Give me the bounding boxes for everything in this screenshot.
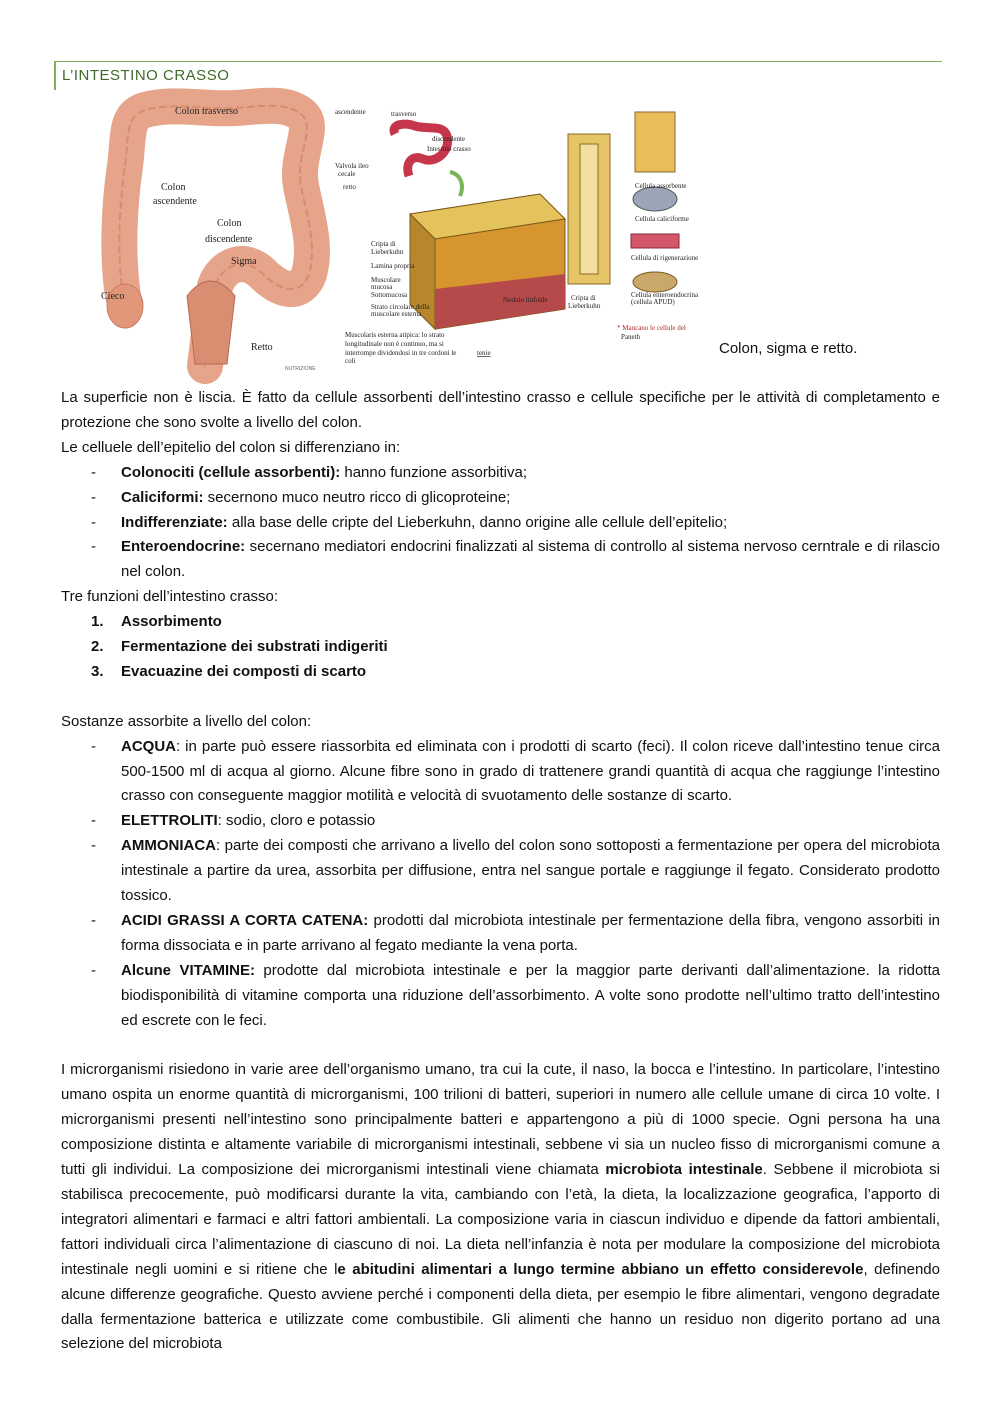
list-item: - AMMONIACA: parte dei composti che arrivano a livello del colon sono sottoposti a fermentazione per opera del microbiota intestinale a partire da urea, assorbita per diffusione, entra nel sangue portale e raggiunge il fegato. Considerato prodotto tossico. — [91, 837, 940, 905]
colon-histology-diagram — [335, 104, 710, 365]
list-item: - ACIDI GRASSI A CORTA CATENA: prodotti dal microbiota intestinale per fermentazione della fibra, vengono assorbiti in forma dissociata e in parte arrivano al fegato mediante la vena porta. — [91, 912, 940, 954]
svg-text:Nodulo linfoide: Nodulo linfoide — [503, 296, 548, 304]
svg-text:Valvola ileo: Valvola ileo — [335, 162, 369, 170]
intro-paragraph: La superficie non è liscia. È fatto da cellule assorbenti dell’intestino crasso e cellule specifiche per le attività di completamento e protezione che sono svolte a livello del colon. — [61, 389, 940, 431]
svg-text:Lamina propria: Lamina propria — [371, 262, 415, 270]
list-item: - Enteroendocrine: secernano mediatori endocrini finalizzati al sistema di controllo al sistema nervoso cerntrale e di rilascio nel colon. — [91, 538, 940, 581]
svg-text:muscolare esterna: muscolare esterna — [371, 310, 422, 318]
list-item: - Alcune VITAMINE: prodotte dal microbiota intestinale e per la maggior parte derivanti dall’alimentazione. la ridotta biodisponibilità di vitamine comporta una riduzione dell’assorbimento. A volte sono prodotte nell’ultimo tratto dell’intestino ed escrete con le feci. — [91, 961, 940, 1029]
list-item: 2. Fermentazione dei substrati indigeriti — [91, 638, 388, 656]
list-item: - Colonociti (cellule assorbenti): hanno funzione assorbitiva; — [91, 463, 527, 481]
svg-text:cecale: cecale — [338, 170, 356, 178]
svg-text:Colon: Colon — [161, 182, 186, 193]
list-item: - Caliciformi: secernono muco neutro ricco di glicoproteine; — [91, 488, 511, 506]
svg-text:Colon: Colon — [217, 218, 242, 229]
svg-text:Strato circolare della: Strato circolare della — [371, 303, 430, 311]
substances-intro: Sostanze assorbite a livello del colon: — [61, 712, 312, 730]
svg-text:Cellula enteroendocrina: Cellula enteroendocrina — [631, 291, 699, 299]
large-intestine-illustration — [95, 96, 325, 371]
svg-text:coli: coli — [345, 357, 356, 365]
figure-caption: Colon, sigma e retto. — [719, 340, 858, 357]
list-item: - Indifferenziate: alla base delle cripte del Lieberkuhn, danno origine alle cellule dell’epitelio; — [91, 513, 728, 531]
svg-text:discendente: discendente — [205, 234, 253, 245]
list-item: 3. Evacuazine dei composti di scarto — [91, 662, 367, 680]
svg-text:Muscolaris esterna atipica: lo: Muscolaris esterna atipica: lo strato — [345, 331, 445, 339]
list-item: - ELETTROLITI: sodio, cloro e potassio — [91, 812, 376, 830]
svg-text:Retto: Retto — [251, 342, 273, 353]
svg-text:Colon trasverso: Colon trasverso — [175, 106, 239, 117]
svg-text:Cripta di: Cripta di — [571, 294, 596, 302]
svg-text:Sigma: Sigma — [231, 256, 257, 267]
document-body — [61, 386, 940, 1357]
heading-rule — [54, 61, 942, 62]
svg-text:interrompe dividendosi in tre: interrompe dividendosi in tre cordoni le — [345, 349, 457, 357]
microbiota-paragraph: I microrganismi risiedono in varie aree dell’organismo umano, tra cui la cute, il naso, la bocca e l’intestino. In particolare, l’intestino umano ospita un enorme quantità di microrganismi, 100 trilioni di batteri, superiori in numero alle cellule umane di circa 10 volte. I microrganismi presenti nell’intestino sono principalmente batteri e appartengono a più di 1000 specie. Ogni persona ha una composizione distinta e altamente variabile di microrganismi intestinali, sebbene vi sia un nucleo fisso di microrganismi comune a tutti gli individui. La composizione dei microrganismi intestinali viene chiamata microbiota intestinale. Sebbene il microbiota si stabilisca precocemente, può modificarsi durante la vita, cambiando con l’età, la dieta, la localizzazione geografica, l’apporto di integratori alimentari e farmaci e altri fattori ambientali. La composizione varia in ciascun individuo e dipende da fattori ambientali, fattori individuali circa l’alimentazione di ciascuno di noi. La dieta nell’infanzia è nota per modulare la composizione del microbiota intestinale negli uomini e si ritiene che le abitudini alimentari a lungo termine abbiano un effetto considerevole, definendo alcune differenze geografiche. Questo avviene perché i componenti della dieta, per esempio le fibre alimentari, vengono degradate dalla fermentazione batterica e utilizzate come combustibile. Gli alimenti che hanno un residuo non digerito portano ad una selezione del microbiota — [61, 1061, 940, 1353]
substances-list — [61, 735, 940, 1034]
svg-text:retto: retto — [343, 183, 356, 191]
svg-text:tenie: tenie — [477, 349, 491, 357]
svg-text:Cieco: Cieco — [101, 291, 125, 302]
svg-text:Lieberkuhn: Lieberkuhn — [371, 248, 404, 256]
svg-text:(cellula APUD): (cellula APUD) — [631, 298, 675, 306]
svg-text:discendente: discendente — [432, 135, 466, 143]
svg-text:ascendente: ascendente — [153, 196, 197, 207]
cell-types-intro: Le celluele dell’epitelio del colon si differenziano in: — [61, 438, 401, 456]
list-item: - ACQUA: in parte può essere riassorbita ed eliminata con i prodotti di scarto (feci). Il colon riceve dall’intestino tenue circa 500-1500 ml di acqua al giorno. Alcune fibre sono in grado di trattenere grandi quantità di acqua che raggiunge l’intestino crasso con conseguente maggior motilità e velocità di svuotamento delle sostanze di scarto. — [91, 737, 940, 805]
svg-text:Cellula assorbente: Cellula assorbente — [635, 182, 687, 190]
svg-text:longitudinale non è continuo,: longitudinale non è continuo, ma si — [345, 340, 444, 348]
svg-text:Sottomucosa: Sottomucosa — [371, 291, 408, 299]
svg-text:trasverso: trasverso — [391, 110, 417, 118]
svg-text:ascendente: ascendente — [335, 108, 366, 116]
svg-text:Paneth: Paneth — [621, 333, 641, 341]
svg-text:Lieberkuhn: Lieberkuhn — [568, 302, 601, 310]
svg-text:Cellula di rigenerazione: Cellula di rigenerazione — [631, 254, 699, 262]
svg-text:Intestino crasso: Intestino crasso — [427, 145, 471, 153]
functions-list — [61, 610, 940, 685]
svg-text:* Mancano le cellule del: * Mancano le cellule del — [617, 324, 686, 332]
cell-types-list — [61, 461, 940, 586]
functions-intro: Tre funzioni dell’intestino crasso: — [61, 588, 279, 606]
svg-text:NUTRIZIONE: NUTRIZIONE — [285, 366, 316, 372]
svg-text:mucosa: mucosa — [371, 283, 393, 291]
list-item: 1. Assorbimento — [91, 613, 222, 631]
heading-accent-bar — [54, 61, 56, 90]
section-title: L’INTESTINO CRASSO — [62, 67, 230, 84]
svg-text:Cellula caliciforme: Cellula caliciforme — [635, 215, 689, 223]
svg-text:Muscolare: Muscolare — [371, 276, 401, 284]
svg-text:Cripta di: Cripta di — [371, 240, 396, 248]
